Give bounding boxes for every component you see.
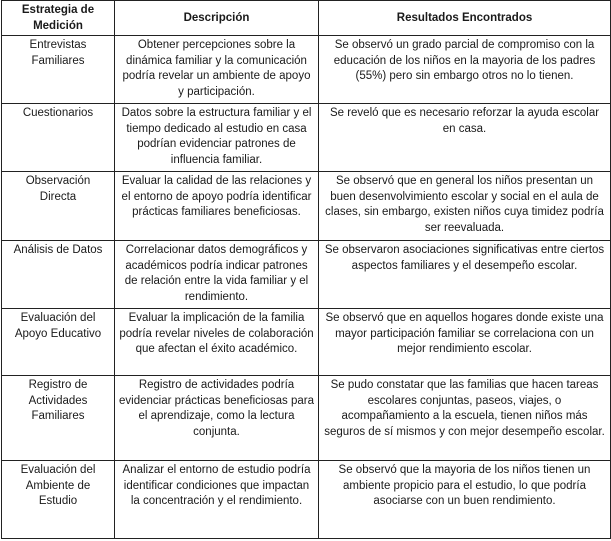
- description-cell: Evaluar la calidad de las relaciones y el entorno de apoyo podría identificar prácticas familiares beneficiosas.: [115, 172, 319, 241]
- header-results: Resultados Encontrados: [319, 1, 611, 36]
- table-row: [2, 376, 611, 461]
- table-header-row: [2, 1, 611, 36]
- results-cell: Se observaron asociaciones significativas entre ciertos aspectos familiares y el desempeño escolar.: [319, 241, 611, 309]
- table-row: [2, 309, 611, 376]
- strategy-cell: Registro de Actividades Familiares: [2, 376, 115, 461]
- table-row: [2, 461, 611, 539]
- table-row: [2, 172, 611, 241]
- strategy-cell: Evaluación del Ambiente de Estudio: [2, 461, 115, 539]
- description-cell: Correlacionar datos demográficos y académicos podría indicar patrones de relación entre la vida familiar y el rendimiento.: [115, 241, 319, 309]
- results-cell: Se pudo constatar que las familias que hacen tareas escolares conjuntas, paseos, viajes, o acompañamiento a la escuela, tienen niños más seguros de sí mismos y con mejor desempeño escolar.: [319, 376, 611, 461]
- description-cell: Obtener percepciones sobre la dinámica familiar y la comunicación podría revelar un ambiente de apoyo y participación.: [115, 36, 319, 104]
- results-cell: Se observó que en aquellos hogares donde existe una mayor participación familiar se correlaciona con un mejor rendimiento escolar.: [319, 309, 611, 376]
- description-cell: Evaluar la implicación de la familia podría revelar niveles de colaboración que afectan el éxito académico.: [115, 309, 319, 376]
- description-cell: Registro de actividades podría evidenciar prácticas beneficiosas para el aprendizaje, como la lectura conjunta.: [115, 376, 319, 461]
- table-row: [2, 36, 611, 104]
- strategy-cell: Evaluación del Apoyo Educativo: [2, 309, 115, 376]
- measurement-strategies-table: [1, 0, 611, 539]
- header-strategy: Estrategia de Medición: [2, 1, 115, 36]
- strategy-cell: Entrevistas Familiares: [2, 36, 115, 104]
- strategy-cell: Análisis de Datos: [2, 241, 115, 309]
- results-cell: Se reveló que es necesario reforzar la ayuda escolar en casa.: [319, 104, 611, 172]
- strategy-cell: Cuestionarios: [2, 104, 115, 172]
- table-row: [2, 241, 611, 309]
- strategy-cell: Observación Directa: [2, 172, 115, 241]
- header-description: Descripción: [115, 1, 319, 36]
- description-cell: Datos sobre la estructura familiar y el tiempo dedicado al estudio en casa podrían evidenciar patrones de influencia familiar.: [115, 104, 319, 172]
- results-cell: Se observó que la mayoria de los niños tienen un ambiente propicio para el estudio, lo que podría asociarse con un buen rendimiento.: [319, 461, 611, 539]
- results-cell: Se observó un grado parcial de compromiso con la educación de los niños en la mayoria de los padres (55%) pero sin embargo otros no lo tienen.: [319, 36, 611, 104]
- description-cell: Analizar el entorno de estudio podría identificar condiciones que impactan la concentración y el rendimiento.: [115, 461, 319, 539]
- results-cell: Se observó que en general los niños presentan un buen desenvolvimiento escolar y social en el aula de clases, sin embargo, existen niños cuya timidez podría ser reevaluada.: [319, 172, 611, 241]
- table-row: [2, 104, 611, 172]
